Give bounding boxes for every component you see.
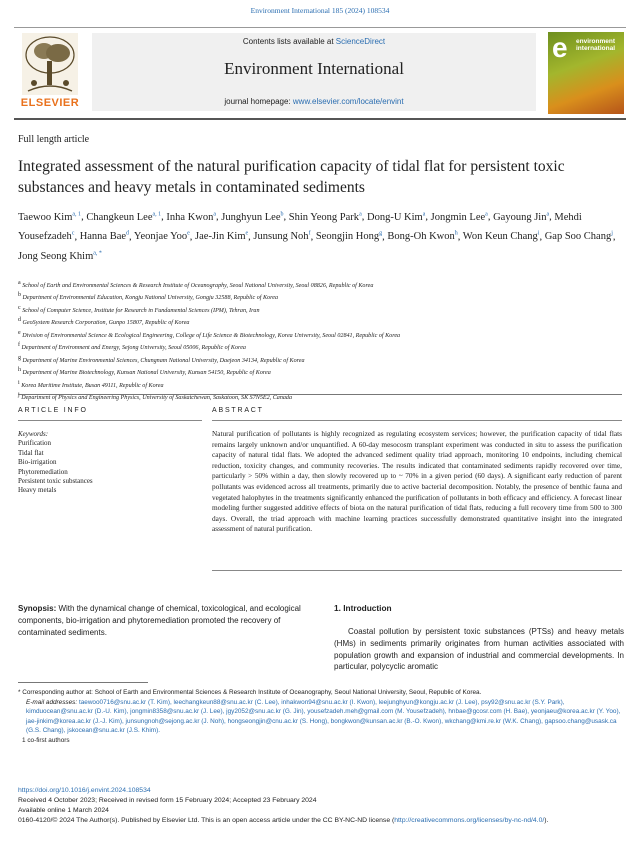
license-line [18, 816, 630, 826]
article-info-heading: ARTICLE INFO [18, 407, 88, 414]
divider [212, 570, 622, 571]
affiliation-key: d [18, 317, 21, 324]
cover-letter: e [552, 32, 568, 63]
author-affiliation-marker[interactable]: a [485, 211, 488, 217]
affiliation [18, 304, 622, 316]
author-name: Mehdi Yousefzadeh [18, 211, 582, 242]
author-affiliation-marker[interactable]: a, 1 [72, 211, 82, 217]
publisher-wordmark: ELSEVIER [20, 97, 80, 109]
introduction-heading: 1. Introduction [334, 603, 392, 613]
author-affiliation-marker[interactable]: a [422, 211, 426, 217]
email-label: E-mail addresses: [26, 698, 78, 706]
author[interactable] [367, 212, 425, 223]
author[interactable] [316, 231, 382, 242]
author[interactable] [387, 231, 457, 242]
license-link[interactable]: http://creativecommons.org/licenses/by-nc-nd/4.0/ [394, 817, 545, 824]
homepage-link[interactable]: www.elsevier.com/locate/envint [292, 97, 404, 106]
keyword: Persistent toxic substances [18, 477, 93, 486]
author-name: Junsung Noh [253, 231, 309, 242]
affiliation-text: Department of Environment and Energy, Sejong University, Seoul 05006, Republic of Korea [21, 345, 246, 352]
author[interactable] [134, 231, 190, 242]
affiliation-key: c [18, 304, 21, 311]
article-title: Integrated assessment of the natural purification capacity of tidal flat for persistent toxic substances and heavy metals in contaminated sediments [18, 158, 565, 196]
keyword: Purification [18, 439, 52, 448]
affiliation-text: Division of Environmental Science & Ecological Engineering, College of Life Science & Biotechnology, Korea University, Seoul 02841, Republic of Korea [22, 332, 401, 339]
author-name: Gap Soo Chang [544, 231, 612, 242]
author-name: Taewoo Kim [18, 211, 73, 223]
homepage-line [92, 97, 536, 106]
author-name: Gayoung Jin [493, 211, 547, 223]
author[interactable] [166, 212, 216, 223]
author[interactable] [463, 231, 540, 242]
author-name: Changkeun Lee [86, 211, 153, 223]
abstract-heading: ABSTRACT [212, 407, 264, 414]
divider [18, 394, 622, 395]
affiliation [18, 329, 622, 341]
keywords-list [18, 439, 202, 495]
author-affiliation-marker[interactable]: a, 1 [152, 211, 162, 217]
author-affiliation-marker[interactable]: e [187, 230, 190, 237]
affiliation-text: Department of Physics and Engineering Physics, University of Saskatchewan, Saskatoon, SK S7N5E2, Canada [21, 394, 293, 401]
author-name: Inha Kwon [166, 211, 214, 223]
affiliation-text: GeoSystem Research Corporation, Gunpo 15807, Republic of Korea [22, 320, 190, 327]
author-affiliation-marker[interactable]: d [126, 230, 130, 237]
author[interactable] [545, 231, 613, 242]
author-name: Yeonjae Yoo [133, 231, 188, 242]
email-links[interactable]: taewoo0716@snu.ac.kr (T. Kim), leechangkeun88@snu.ac.kr (C. Lee), inhakwon94@snu.ac.kr (I. Kwon), leejunghyun@kongju.ac.kr (J. Lee), psy92@snu.ac.kr (S.Y. Park), kimduocean@snu.ac.kr (D.-U. Kim), jongmin8358@snu.ac.kr (J. Lee), jgy2052@snu.ac.kr (G. Jin), yousefzadeh.meh@gmail.com (M. Yousefzadeh), hnbae@gcosr.com (H. Bae), yeonjaeu@korea.ac.kr (Y. Yoo), jae-jinkim@korea.ac.kr (J.-J. Kim), junsungnoh@sejong.ac.kr (J. Noh), hongseongjin@cnu.ac.kr (S. Hong), bongkwon@kunsan.ac.kr (B.-O. Kwon), wkchang@kmi.re.kr (W.K. Chang), gapsoo.chang@usask.ca (G.S. Chang), jskocean@snu.ac.kr (J.S. Khim). [26, 698, 621, 735]
affiliation-key: e [18, 329, 21, 336]
doi-link[interactable]: https://doi.org/10.1016/j.envint.2024.108534 [18, 787, 151, 794]
affiliation-key: i [18, 379, 20, 386]
author-affiliation-marker[interactable]: c [71, 230, 75, 237]
affiliation-text: Department of Marine Biotechnology, Kunsan National University, Kunsan 54150, Republic of Korea [22, 370, 271, 377]
affiliation-text: School of Computer Science, Institute for Research in Fundamental Sciences (IPM), Tehran, Iran [22, 307, 260, 314]
affiliation-text: Korea Maritime Institute, Busan 49111, Republic of Korea [21, 382, 164, 389]
email-addresses [18, 698, 630, 736]
footnotes [18, 688, 630, 746]
affiliation-text: Department of Environmental Education, Kongju National University, Gongju 32588, Republic of Korea [22, 295, 278, 302]
author-name: Dong-U Kim [366, 211, 423, 223]
footnote-divider [18, 682, 148, 683]
synopsis-text: With the dynamical change of chemical, toxicological, and ecological components, bio-irrigation and phytoremediation promoted the recovery of contaminated sediments. [18, 604, 301, 637]
elsevier-logo [16, 33, 84, 113]
journal-title: Environment International [224, 59, 404, 78]
author-affiliation-marker[interactable]: i [537, 230, 540, 237]
affiliation [18, 354, 622, 366]
affiliation-key: b [18, 292, 21, 299]
author-name: Hanna Bae [79, 231, 127, 242]
affiliation-text: Department of Marine Environmental Sciences, Chungnam National University, Daejeon 34134, Republic of Korea [22, 357, 305, 364]
journal-info-band [92, 33, 536, 111]
author-affiliation-marker[interactable]: e [245, 230, 249, 237]
cover-title-line: environment [576, 38, 616, 45]
journal-cover [548, 32, 624, 114]
keyword: Tidal flat [18, 448, 44, 457]
divider [18, 420, 202, 421]
author-affiliation-marker[interactable]: a [359, 211, 362, 217]
author-affiliation-marker[interactable]: j [611, 230, 613, 237]
received-dates: Received 4 October 2023; Received in revised form 15 February 2024; Accepted 23 February 2024 [18, 797, 317, 804]
journal-reference[interactable]: Environment International 185 (2024) 108534 [250, 6, 390, 15]
affiliation-key: f [18, 342, 20, 349]
author-name: Junghyun Lee [221, 211, 281, 223]
article-type: Full length article [18, 134, 90, 145]
cover-title [576, 38, 615, 52]
author-name: Shin Yeong Park [288, 211, 360, 223]
author-list: Taewoo Kim$^{a, 1}$, Changkeun Lee$^{a, 1}$, Inha Kwon$^a$, Junghyun Lee$^b$, Shin Yeong Park$^a$, Dong-U Kim$^a$, Jongmin Lee$^a$, Gayoung Jin$^a$, Mehdi Yousefzadeh$^c$, Hanna Bae$^d$, Yeonjae Yoo$^e$, Jae-Jin Kim$^e$, Junsung Noh$^f$, Seongjin Hong$^g$, Bong-Oh Kwon$^h$, Won Keun Chang$^i$, Gap Soo Chang$^j$, Jong Seong Khim$^{a, *}$ [18, 211, 616, 262]
affiliation [18, 341, 622, 353]
corresponding-author-note: * Corresponding author at: School of Earth and Environmental Sciences & Research Institute of Oceanography, Seoul National University, Seoul, Republic of Korea. [18, 689, 482, 696]
abstract-text: Natural purification of pollutants is highly recognized as regulating ecosystem services; however, the purification capacity of tidal flats remains largely unknown and/or unquantified. A 60-day mesocosm transplant experiment was conducted in situ to assess the purification capacity of natural tidal flats. We adopted the advanced sediment quality triad approach, monitoring 10 endpoints, including chemical reduction, toxicity changes, and community recoveries. The results indicated that contaminated sediments rapidly recovered over time, particularly > 50% within a day, then slowly recovered up to ~ 70% in a given period (60 days). A significant early reduction of parent pollutants was evidenced across all treatments, primarily due to active bacterial decomposition. Notably, the presence of benthic fauna and vegetated halophytes in the treatments significantly enhanced the purification of pollutants in both efficacy and efficiency. A forecast linear modeling further suggested additive effects of biota on the natural purification of tidal flats, reducing a full recovery time from 500 to 300 days. Overall, the triad approach with machine learning practices successfully demonstrated quantitative insight into the integrated assessment of natural purification. [212, 429, 622, 534]
keyword: Bio-irrigation [18, 458, 57, 467]
license-text: 0160-4120/© 2024 The Author(s). Published by Elsevier Ltd. This is an open access article under the CC BY-NC-ND license ( [18, 817, 395, 824]
contents-text: Contents lists available at [242, 37, 334, 46]
affiliation-key: j [18, 391, 20, 398]
author[interactable] [86, 212, 161, 223]
author-name: Jae-Jin Kim [195, 231, 246, 242]
author-affiliation-marker[interactable]: a [546, 211, 550, 217]
affiliation-key: a [18, 280, 21, 286]
homepage-label: journal homepage: [224, 97, 291, 106]
synopsis [18, 603, 316, 638]
cover-title-line: international [576, 45, 616, 52]
author[interactable] [289, 212, 362, 223]
author-name: Seongjin Hong [315, 231, 380, 242]
affiliation-text: School of Earth and Environmental Sciences & Research Institute of Oceanography, Seoul National University, Seoul 08826, Republic of Korea [22, 283, 374, 290]
author[interactable] [80, 231, 129, 242]
affiliation [18, 291, 622, 303]
author[interactable] [221, 212, 283, 223]
author-name: Jongmin Lee [430, 211, 486, 223]
author-affiliation-marker[interactable]: a [213, 211, 217, 217]
introduction-text: Coastal pollution by persistent toxic substances (PTSs) and heavy metals (HMs) in sediments primarily originates from human activities associated with population growth and expansion of industrial and commercial developments. In particular, polycyclic aromatic [334, 627, 624, 672]
author-affiliation-marker[interactable]: a, * [93, 250, 102, 256]
author-affiliation-marker[interactable]: f [308, 230, 311, 237]
cofirst-note: 1 co-first authors [22, 736, 70, 744]
elsevier-tree-icon [22, 33, 78, 95]
affiliation [18, 279, 622, 291]
sciencedirect-link[interactable]: ScienceDirect [335, 37, 386, 46]
author[interactable] [431, 212, 488, 223]
author-name: Jong Seong Khim [18, 250, 94, 262]
affiliation [18, 366, 622, 378]
contents-line [92, 37, 536, 46]
publication-info [18, 786, 630, 826]
affiliation-list [18, 279, 622, 403]
affiliation [18, 391, 622, 403]
affiliation [18, 379, 622, 391]
keywords-block [18, 430, 202, 496]
affiliation [18, 316, 622, 328]
author-name: Won Keun Chang [462, 231, 538, 242]
online-date: Available online 1 March 2024 [18, 807, 109, 814]
author[interactable] [253, 231, 310, 242]
author[interactable] [18, 251, 102, 262]
affiliation-key: h [18, 367, 21, 374]
author-name: Bong-Oh Kwon [387, 231, 455, 242]
divider [212, 420, 622, 421]
author-affiliation-marker[interactable]: h [454, 230, 458, 237]
license-suffix: ). [544, 817, 549, 824]
keyword: Phytoremediation [18, 467, 68, 476]
author-affiliation-marker[interactable]: b [280, 211, 284, 217]
keywords-label: Keywords: [18, 430, 49, 438]
author[interactable] [18, 212, 81, 223]
affiliation-key: g [18, 354, 21, 361]
author-affiliation-marker[interactable]: g [379, 230, 383, 237]
author[interactable] [195, 231, 248, 242]
keyword: Heavy metals [18, 486, 57, 495]
synopsis-label: Synopsis: [18, 604, 57, 613]
author[interactable] [493, 212, 549, 223]
